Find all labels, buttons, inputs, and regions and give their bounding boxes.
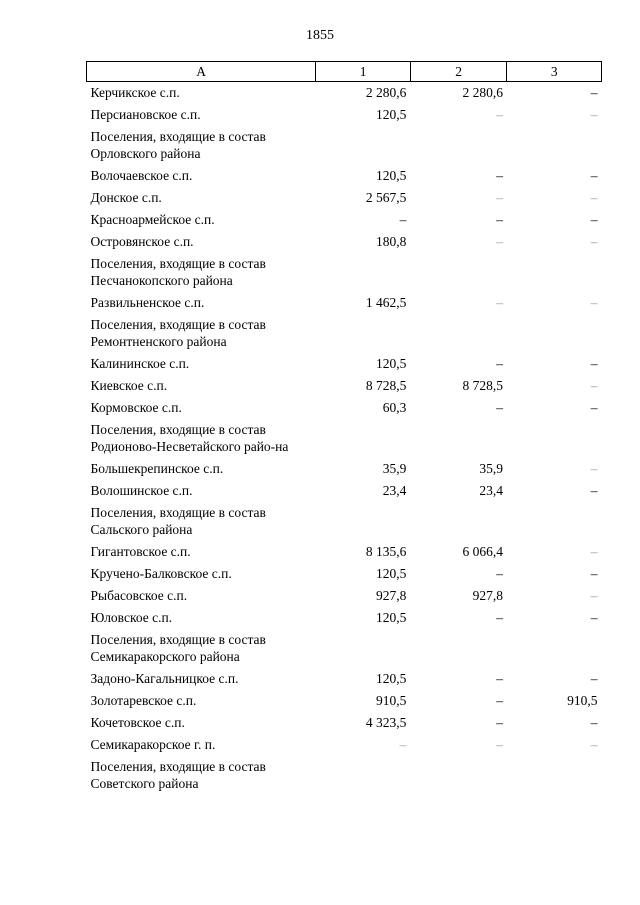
value-col-2 bbox=[410, 419, 507, 458]
table-row bbox=[87, 104, 602, 126]
value-col-3 bbox=[507, 314, 602, 353]
value-col-2: – bbox=[496, 737, 503, 752]
value-col-2 bbox=[410, 629, 507, 668]
value-col-1 bbox=[316, 419, 411, 458]
value-col-1: 120,5 bbox=[376, 671, 407, 686]
value-col-2 bbox=[410, 756, 507, 795]
value-col-1 bbox=[316, 314, 411, 353]
settlement-name: Красноармейское с.п. bbox=[90, 212, 215, 227]
page-number: 1855 bbox=[306, 28, 334, 43]
settlement-name: Юловское с.п. bbox=[90, 610, 173, 625]
table-row bbox=[87, 690, 602, 712]
value-col-3 bbox=[507, 126, 602, 165]
value-col-1: – bbox=[399, 212, 407, 227]
header-col-1: 1 bbox=[316, 62, 411, 82]
value-col-1: 8 728,5 bbox=[365, 378, 407, 393]
value-col-2: 2 280,6 bbox=[462, 85, 503, 100]
value-col-3: – bbox=[590, 378, 598, 393]
value-col-2 bbox=[410, 126, 507, 165]
table-row bbox=[87, 253, 602, 292]
value-col-2: 6 066,4 bbox=[462, 544, 503, 559]
table-row bbox=[87, 734, 602, 756]
value-col-2 bbox=[410, 502, 507, 541]
value-col-3: – bbox=[590, 588, 598, 603]
value-col-1: 120,5 bbox=[376, 107, 407, 122]
value-col-2: 23,4 bbox=[479, 483, 503, 498]
settlement-name: Поселения, входящие в состав Семикаракорского района bbox=[90, 632, 266, 664]
table-row bbox=[87, 419, 602, 458]
value-col-1 bbox=[316, 126, 411, 165]
value-col-2: – bbox=[496, 671, 503, 686]
value-col-2: – bbox=[496, 107, 503, 122]
table-row bbox=[87, 375, 602, 397]
value-col-1: 23,4 bbox=[382, 483, 407, 498]
table-row bbox=[87, 314, 602, 353]
table-row bbox=[87, 353, 602, 375]
value-col-3: – bbox=[590, 671, 598, 686]
table-row bbox=[87, 165, 602, 187]
value-col-2: – bbox=[496, 356, 503, 371]
allocation-table bbox=[86, 61, 602, 795]
value-col-1: 910,5 bbox=[376, 693, 407, 708]
value-col-2: – bbox=[496, 190, 503, 205]
value-col-2: – bbox=[496, 715, 503, 730]
value-col-3: – bbox=[590, 85, 598, 100]
value-col-2: – bbox=[496, 610, 503, 625]
table-row bbox=[87, 209, 602, 231]
value-col-3 bbox=[507, 419, 602, 458]
header-col-2: 2 bbox=[410, 62, 507, 82]
value-col-1: 180,8 bbox=[376, 234, 407, 249]
value-col-3: – bbox=[590, 461, 598, 476]
table-row bbox=[87, 231, 602, 253]
table-row bbox=[87, 712, 602, 734]
settlement-name: Семикаракорское г. п. bbox=[90, 737, 216, 752]
value-col-1: 120,5 bbox=[376, 168, 407, 183]
value-col-3: – bbox=[590, 544, 598, 559]
settlement-name: Поселения, входящие в состав Сальского района bbox=[90, 505, 266, 537]
settlement-name: Калининское с.п. bbox=[90, 356, 190, 371]
settlement-name: Поселения, входящие в состав Родионово-Несветайского райо-на bbox=[90, 422, 289, 454]
value-col-1: 35,9 bbox=[382, 461, 407, 476]
value-col-1: 8 135,6 bbox=[365, 544, 407, 559]
settlement-name: Киевское с.п. bbox=[90, 378, 168, 393]
value-col-3: – bbox=[590, 610, 598, 625]
value-col-3: – bbox=[590, 566, 598, 581]
settlement-name: Персиановское с.п. bbox=[90, 107, 201, 122]
settlement-name: Кочетовское с.п. bbox=[90, 715, 185, 730]
value-col-2: – bbox=[496, 295, 503, 310]
value-col-3: – bbox=[590, 168, 598, 183]
header-col-3: 3 bbox=[507, 62, 602, 82]
settlement-name: Гигантовское с.п. bbox=[90, 544, 191, 559]
settlement-name: Донское с.п. bbox=[90, 190, 162, 205]
settlement-name: Керчикское с.п. bbox=[90, 85, 180, 100]
value-col-2: – bbox=[496, 234, 503, 249]
value-col-3: – bbox=[590, 212, 598, 227]
value-col-3 bbox=[507, 253, 602, 292]
value-col-1: 2 567,5 bbox=[365, 190, 407, 205]
header-col-a: А bbox=[87, 62, 316, 82]
table-row bbox=[87, 563, 602, 585]
value-col-3 bbox=[507, 756, 602, 795]
value-col-3: – bbox=[590, 295, 598, 310]
value-col-2: – bbox=[496, 168, 503, 183]
settlement-name: Задоно-Кагальницкое с.п. bbox=[90, 671, 239, 686]
settlement-name: Волочаевское с.п. bbox=[90, 168, 193, 183]
value-col-2: 35,9 bbox=[479, 461, 503, 476]
value-col-1: 4 323,5 bbox=[365, 715, 407, 730]
table-row bbox=[87, 82, 602, 105]
settlement-name: Кормовское с.п. bbox=[90, 400, 182, 415]
value-col-1: 60,3 bbox=[382, 400, 407, 415]
table-row bbox=[87, 607, 602, 629]
value-col-2: – bbox=[496, 212, 503, 227]
value-col-2: 927,8 bbox=[472, 588, 503, 603]
value-col-3: – bbox=[590, 107, 598, 122]
value-col-3 bbox=[507, 502, 602, 541]
table-row bbox=[87, 629, 602, 668]
table-row bbox=[87, 541, 602, 563]
value-col-1: 120,5 bbox=[376, 610, 407, 625]
settlement-name: Большекрепинское с.п. bbox=[90, 461, 224, 476]
settlement-name: Волошинское с.п. bbox=[90, 483, 193, 498]
value-col-3: – bbox=[590, 356, 598, 371]
table-row bbox=[87, 480, 602, 502]
table-row bbox=[87, 756, 602, 795]
value-col-1 bbox=[316, 253, 411, 292]
value-col-1: 120,5 bbox=[376, 356, 407, 371]
table-row bbox=[87, 292, 602, 314]
value-col-1 bbox=[316, 629, 411, 668]
table-row bbox=[87, 458, 602, 480]
value-col-3: – bbox=[590, 234, 598, 249]
table-row bbox=[87, 397, 602, 419]
value-col-1 bbox=[316, 502, 411, 541]
value-col-3: – bbox=[590, 400, 598, 415]
value-col-1: – bbox=[399, 737, 407, 752]
table-row bbox=[87, 502, 602, 541]
table-row bbox=[87, 585, 602, 607]
settlement-name: Золотаревское с.п. bbox=[90, 693, 197, 708]
value-col-3: – bbox=[590, 190, 598, 205]
settlement-name: Поселения, входящие в состав Советского района bbox=[90, 759, 266, 791]
value-col-2: – bbox=[496, 566, 503, 581]
settlement-name: Поселения, входящие в состав Ремонтненского района bbox=[90, 317, 266, 349]
settlement-name: Поселения, входящие в состав Песчанокопского района bbox=[90, 256, 266, 288]
value-col-2 bbox=[410, 253, 507, 292]
settlement-name: Развильненское с.п. bbox=[90, 295, 205, 310]
value-col-2: – bbox=[496, 400, 503, 415]
settlement-name: Кручено-Балковское с.п. bbox=[90, 566, 232, 581]
value-col-2: 8 728,5 bbox=[462, 378, 503, 393]
settlement-name: Поселения, входящие в состав Орловского района bbox=[90, 129, 266, 161]
value-col-3: 910,5 bbox=[567, 693, 598, 708]
settlement-name: Островянское с.п. bbox=[90, 234, 194, 249]
value-col-3: – bbox=[590, 483, 598, 498]
table-body bbox=[87, 82, 602, 796]
value-col-3: – bbox=[590, 737, 598, 752]
value-col-2: – bbox=[496, 693, 503, 708]
value-col-2 bbox=[410, 314, 507, 353]
value-col-1: 120,5 bbox=[376, 566, 407, 581]
value-col-1: 927,8 bbox=[376, 588, 407, 603]
table-row bbox=[87, 668, 602, 690]
value-col-3 bbox=[507, 629, 602, 668]
table-row bbox=[87, 126, 602, 165]
value-col-3: – bbox=[590, 715, 598, 730]
value-col-1 bbox=[316, 756, 411, 795]
settlement-name: Рыбасовское с.п. bbox=[90, 588, 188, 603]
table-header bbox=[87, 62, 602, 82]
table-row bbox=[87, 187, 602, 209]
value-col-1: 2 280,6 bbox=[365, 85, 407, 100]
value-col-1: 1 462,5 bbox=[365, 295, 407, 310]
